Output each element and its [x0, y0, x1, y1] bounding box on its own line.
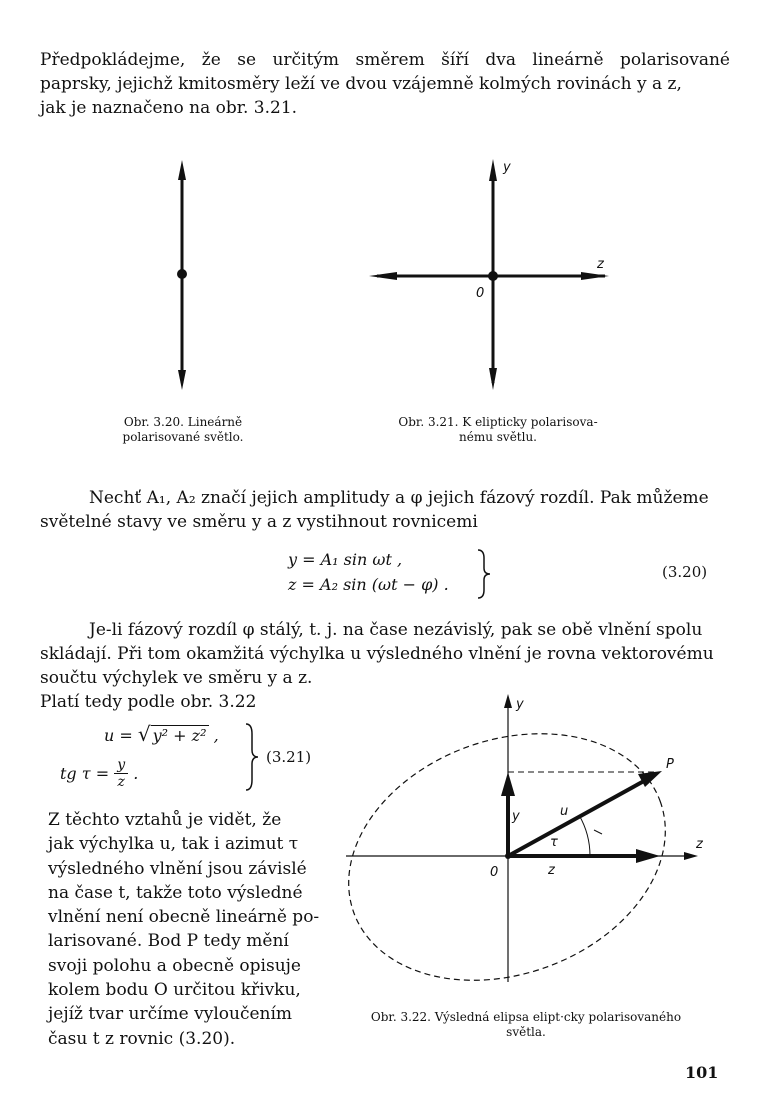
text-line: Je-li fázový rozdíl φ stálý, t. j. na čase nezávislý, pak se obě vlnění spolu	[89, 620, 703, 640]
equation-3-20-line-2: z = A₂ sin (ωt − φ) .	[288, 575, 449, 594]
origin-dot	[505, 853, 511, 859]
origin-dot	[488, 271, 498, 281]
u-label: u	[560, 804, 569, 819]
conclusion-paragraph	[48, 808, 320, 1051]
text-line: Předpokládejme, že se určitým směrem šíří dva lineárně polarisované	[40, 50, 730, 70]
y-component-label: y	[512, 809, 520, 824]
arrow-head-down	[178, 370, 186, 390]
figure-3-20	[160, 158, 210, 398]
text-line: času t z rovnic (3.20).	[48, 1028, 236, 1049]
tau-label: τ	[550, 835, 558, 850]
text-line: jak výchylka u, tak i azimut τ	[48, 834, 299, 855]
z-axis-arrow	[684, 852, 698, 860]
point-p-label: P	[666, 757, 674, 772]
text-line: svoji polohu a obecně opisuje	[48, 955, 301, 976]
text-line: jejíž tvar určíme vyloučením	[48, 1004, 293, 1025]
y-arrow-down	[489, 368, 497, 390]
figure-3-21	[365, 155, 625, 400]
text-line: vlnění není obecně lineárně po-	[48, 907, 320, 928]
z-label: z	[597, 257, 604, 272]
origin-label: 0	[490, 865, 499, 880]
equation-3-21-brace	[242, 722, 260, 792]
polarisation-ellipse	[338, 691, 700, 1000]
z-component-arrow	[636, 849, 660, 863]
equation-3-21-line-2: tg τ = $\frac{y}{z}$ .	[60, 757, 139, 790]
equation-3-20-line-1: y = A₁ sin ωt ,	[288, 550, 403, 569]
fraction: $\frac{y}{z}$	[114, 757, 128, 790]
text-line: součtu výchylek ve směru y a z.	[40, 668, 313, 688]
resultant-vector	[508, 781, 644, 856]
text-line: skládají. Při tom okamžitá výchylka u výsledného vlnění je rovna vektorovému	[40, 644, 714, 664]
text-line: Z těchto vztahů je vidět, že	[48, 810, 282, 830]
text-line: kolem bodu O určitou křivku,	[48, 980, 301, 1001]
text-line: Platí tedy podle obr. 3.22	[40, 692, 257, 712]
y-axis-arrow	[504, 694, 512, 708]
equation-3-20-number: (3.20)	[662, 563, 708, 581]
figure-3-21-caption: Obr. 3.21. K elipticky polarisova- nému světlu.	[398, 415, 598, 444]
y-component-arrow	[501, 772, 515, 796]
page-number: 101	[685, 1063, 719, 1082]
z-component-label: z	[548, 863, 555, 878]
figure-3-20-caption: Obr. 3.20. Lineárně polarisované světlo.	[122, 415, 244, 444]
intro-paragraph	[40, 48, 730, 120]
origin-label: 0	[476, 286, 485, 301]
z-arrow-right	[581, 272, 609, 280]
origin-dot	[177, 269, 187, 279]
text-line: na čase t, takže toto výsledné	[48, 882, 303, 903]
amplitude-paragraph	[40, 486, 730, 534]
text-line: larisované. Bod P tedy mění	[48, 931, 289, 952]
equation-3-20-brace	[474, 548, 492, 600]
y-arrow-up	[489, 159, 497, 181]
azimuth-tick	[594, 830, 602, 834]
y-axis-label: y	[516, 697, 524, 712]
z-axis-label: z	[696, 837, 703, 852]
figure-3-22-caption: Obr. 3.22. Výsledná elipsa elipt·cky polarisovaného světla.	[370, 1010, 682, 1039]
equation-3-21-line-1: u = √ y² + z² ,	[104, 722, 219, 746]
text-line: výsledného vlnění jsou závislé	[48, 858, 307, 879]
text-line: paprsky, jejichž kmitosměry leží ve dvou vzájemně kolmých rovinách y a z,	[40, 74, 682, 94]
text-line: jak je naznačeno na obr. 3.21.	[40, 98, 298, 118]
text-line: světelné stavy ve směru y a z vystihnout rovnicemi	[40, 512, 478, 532]
text-line: Nechť A₁, A₂ značí jejich amplitudy a φ jejich fázový rozdíl. Pak můžeme	[89, 488, 709, 508]
z-arrow-left	[369, 272, 397, 280]
figure-3-22	[338, 690, 718, 1000]
arrow-head-up	[178, 160, 186, 180]
azimuth-arc	[579, 815, 590, 856]
radical-sign: √	[137, 722, 151, 746]
equation-3-21-number: (3.21)	[266, 748, 312, 766]
y-label: y	[503, 160, 511, 175]
